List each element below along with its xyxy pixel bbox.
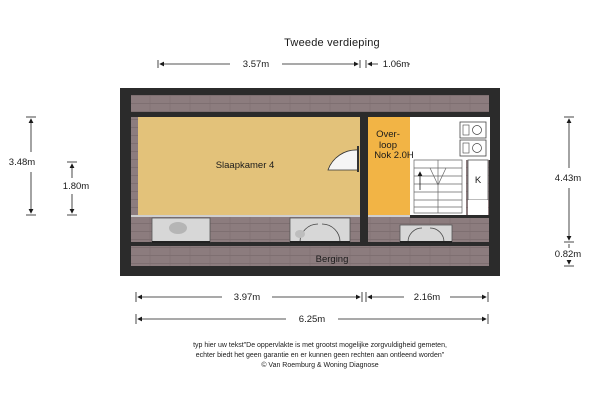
dim-label-right-top: 4.43m (554, 173, 582, 184)
dim-label-bottom-total: 6.25m (298, 314, 326, 325)
room-label-overloop-1: Over- (376, 129, 400, 140)
room-label-overloop-3: Nok 2.0H (374, 150, 414, 161)
copyright-line: © Van Roemburg & Woning Diagnose (261, 362, 379, 369)
floor-title: Tweede verdieping (284, 37, 380, 49)
room-label-berging: Berging (315, 254, 349, 265)
disclaimer-line-2: echter biedt het geen garantie en er kunnen geen rechten aan ontleend worden" (195, 352, 445, 359)
knee-wall (131, 215, 413, 217)
dim-label-top-left: 3.57m (242, 59, 270, 70)
dim-label-right-bottom: 0.82m (554, 249, 582, 260)
dim-label-left-inner: 1.80m (62, 181, 90, 192)
inner-partition (360, 117, 368, 243)
disclaimer-line-1: typ hier uw tekst"De oppervlakte is met grootst mogelijke zorgvuldigheid gemeten, (193, 342, 447, 349)
dim-label-bottom-left: 3.97m (233, 292, 261, 303)
roof-window-2 (290, 218, 350, 242)
wall-right-stub (410, 215, 490, 218)
dim-label-top-right: 1.06m (382, 59, 410, 70)
washing-machine (460, 122, 486, 138)
roof-window-1 (152, 218, 210, 242)
roof-window-3 (400, 225, 452, 242)
top-inner-wall (131, 112, 489, 117)
cabinet-label: K (474, 175, 482, 186)
low-strip (468, 200, 488, 215)
dim-label-left-outer: 3.48m (8, 157, 36, 168)
disclaimer-footer (0, 341, 600, 371)
dryer (460, 140, 486, 156)
room-label-overloop-2: loop (379, 140, 397, 151)
dim-label-bottom-right: 2.16m (413, 292, 441, 303)
room-label-slaapkamer: Slaapkamer 4 (215, 160, 275, 171)
